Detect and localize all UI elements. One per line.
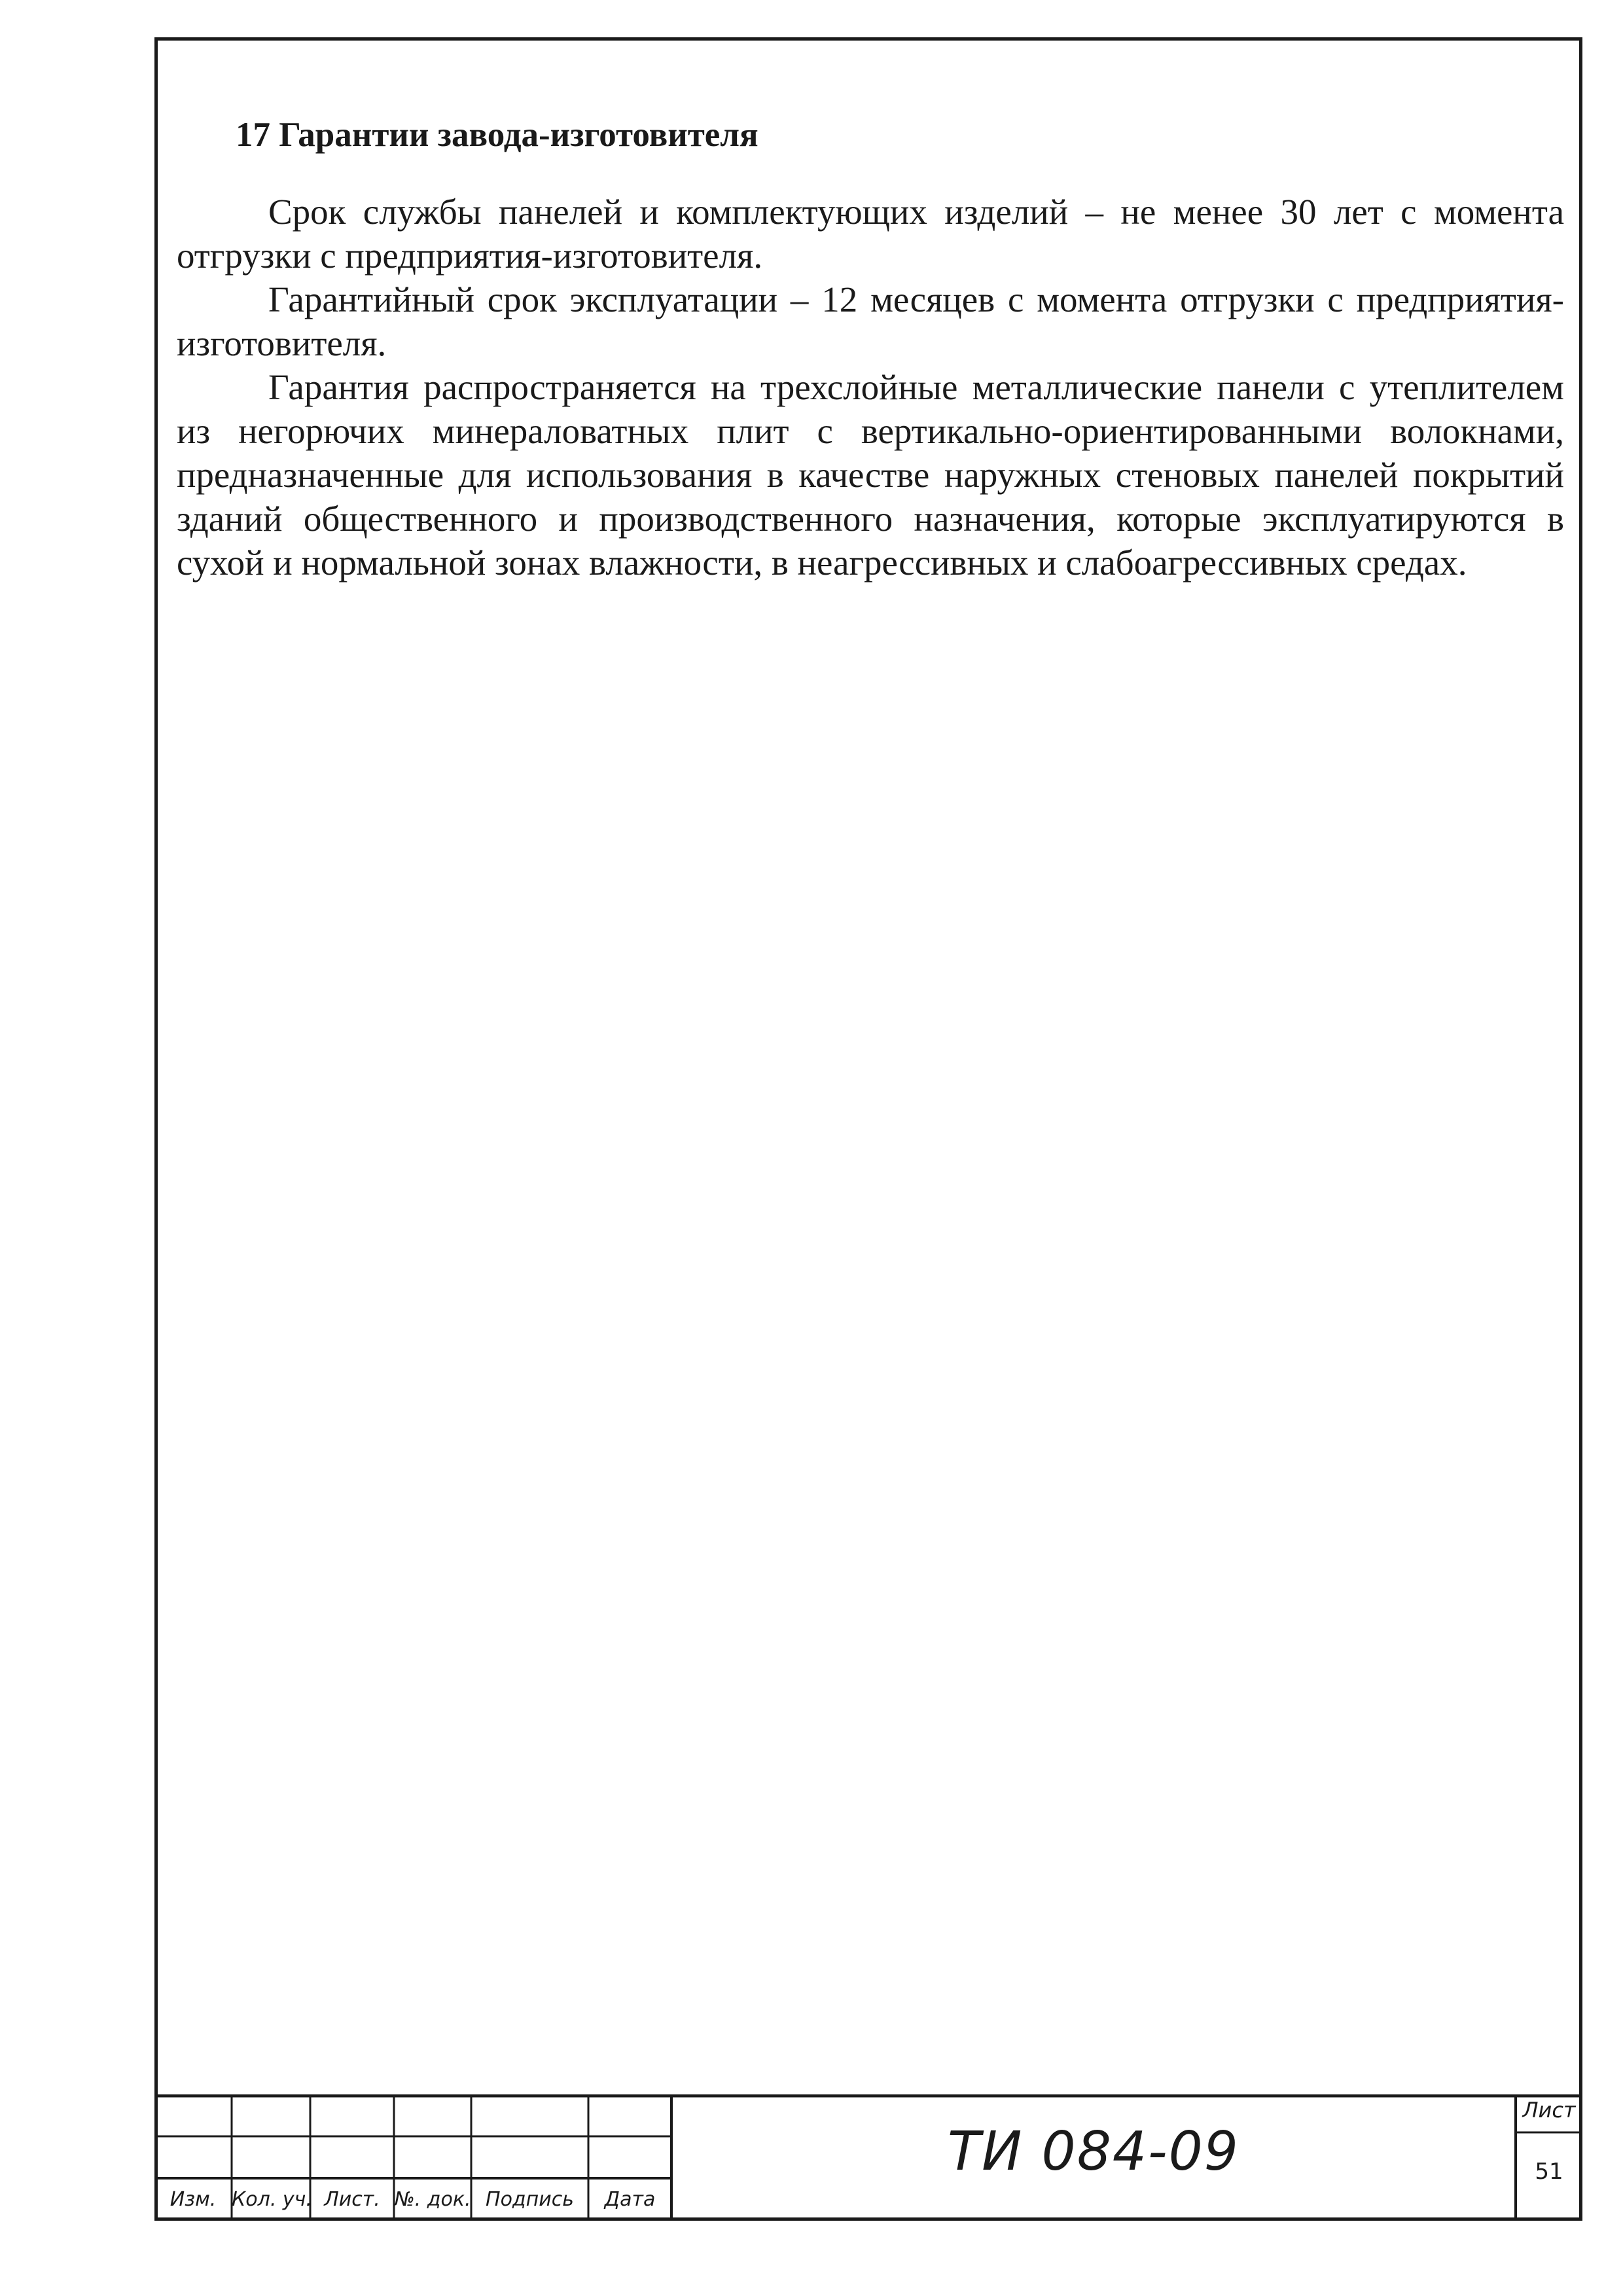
stamp-col-date: Дата [604,2188,656,2211]
paragraph-warranty-period: Гарантийный срок эксплуатации – 12 месяцев с момента отгрузки с предприятия-изготовителя. [177,279,1564,363]
stamp-col-sheet: Лист. [324,2188,380,2211]
stamp-col-doc-number: №. док. [394,2188,471,2211]
paragraph-service-life: Срок службы панелей и комплектующих изделий – не менее 30 лет с момента отгрузки с предприятия-изготовителя. [177,192,1564,276]
stamp-col-signature: Подпись [486,2188,574,2211]
document-code: ТИ 084-09 [948,2121,1240,2183]
stamp-col-quantity: Кол. уч. [232,2188,312,2211]
stamp-col-change: Изм. [169,2188,217,2211]
paragraph-warranty-scope: Гарантия распространяется на трехслойные металлические панели с утеплителем из негорючих минераловатных плит с вертикально-ориентированными волокнами, предназначенные для использования в качестве наружных стеновых панелей покрытий зданий общественного и производственного назначения, которые эксплуатируются в сухой и нормальной зонах влажности, в неагрессивных и слабоагрессивных средах. [177,367,1564,583]
sheet-label: Лист [1522,2098,1576,2123]
sheet-number: 51 [1535,2159,1563,2185]
document-body [177,113,1564,584]
section-title: 17 Гарантии завода-изготовителя [236,116,758,154]
title-block [154,2094,1582,2221]
